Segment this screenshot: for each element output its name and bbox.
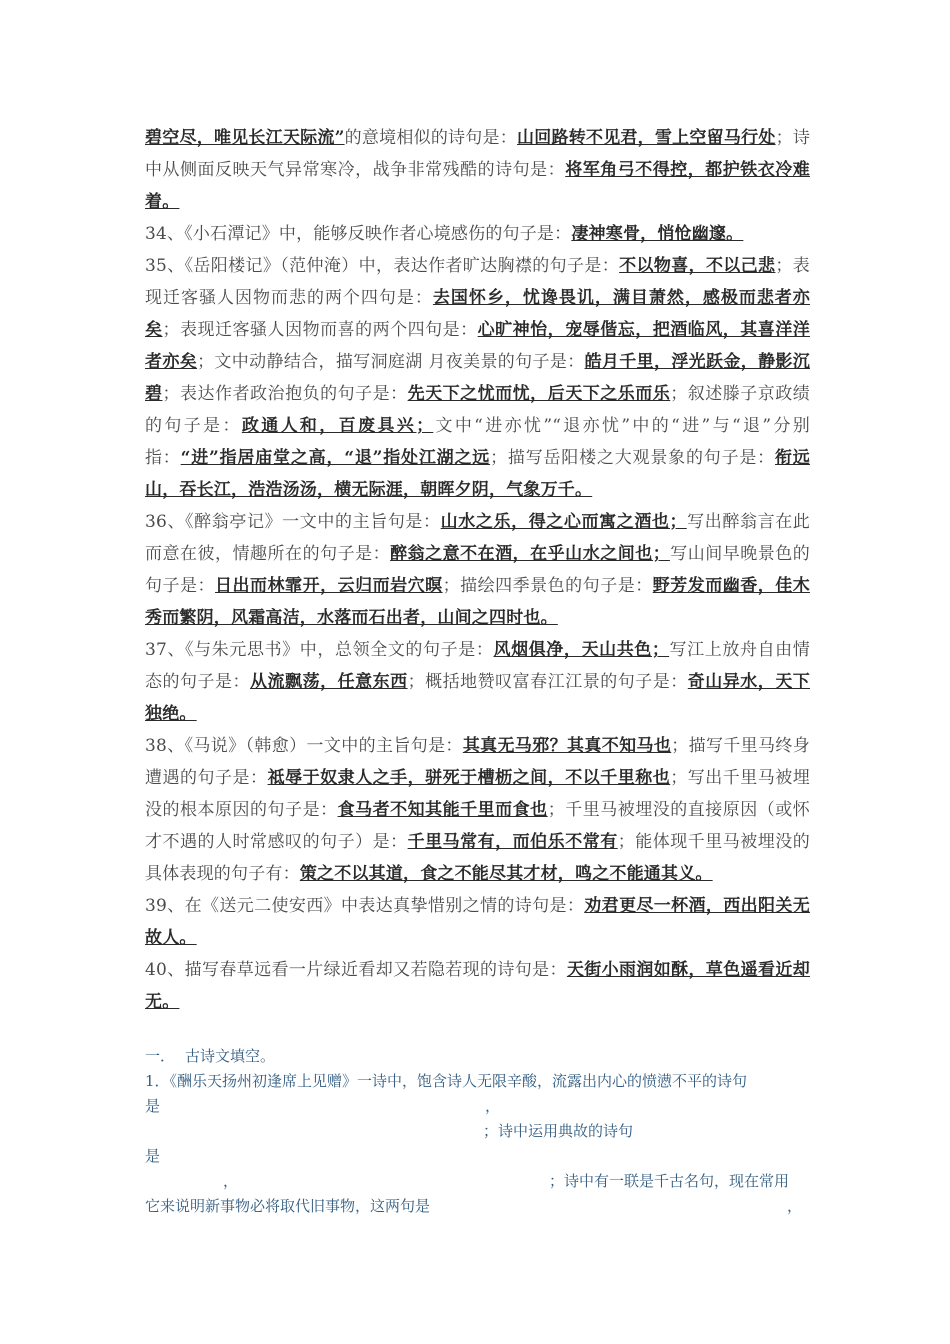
question-1-text: 是 xyxy=(145,1097,161,1115)
answer: 祗辱于奴隶人之手，骈死于槽枥之间，不以千里称也 xyxy=(267,768,671,788)
answer: 凄神寒骨，悄怆幽邃。 xyxy=(571,224,744,244)
question-text: 38、《马说》（韩愈）一文中的主旨句是： xyxy=(145,736,463,756)
answer: 衔远山，吞长江，浩浩汤汤，横无际涯，朝晖夕阴，气象万千。 xyxy=(145,448,811,500)
question-text: ；千里马被埋没的直接原因（或怀才不遇的人时常感叹的句子）是： xyxy=(145,800,810,852)
answer: 先天下之忧而忧，后天下之乐而乐 xyxy=(407,384,671,404)
question-1-blank-line xyxy=(145,1119,810,1144)
question-text: 写江上放舟自由情态的句子是： xyxy=(145,640,810,692)
answer: 醉翁之意不在酒，在乎山水之间也； xyxy=(390,544,670,564)
answer: 千里马常有，而伯乐不常有 xyxy=(407,832,618,852)
question-39 xyxy=(145,890,810,954)
question-text: ；文中动静结合，描写洞庭湖 月夜美景的句子是： xyxy=(197,352,585,372)
question-text: ；描绘四季景色的句子是： xyxy=(442,576,653,596)
answer: 策之不以其道，食之不能尽其才材，鸣之不能通其义。 xyxy=(299,864,713,884)
question-1-blank-line xyxy=(145,1169,810,1194)
question-1-line: 1．《酬乐天扬州初逢席上见赠》一诗中，饱含诗人无限辛酸，流露出内心的愤懑不平的诗句 xyxy=(145,1072,748,1090)
answer: “进”指居庙堂之高，“退”指处江湖之远 xyxy=(180,448,491,468)
question-text: ；能体现千里马被埋没的具体表现的句子有： xyxy=(145,832,810,884)
question-text: ；描写岳阳楼之大观景象的句子是： xyxy=(490,448,775,468)
question-text: ；描写千里马终身遭遇的句子是： xyxy=(145,736,810,788)
section-number: 一． xyxy=(145,1047,176,1065)
question-37 xyxy=(145,634,810,730)
blank-separator: ， xyxy=(223,1172,239,1190)
answer: 去国怀乡，忧谗畏讥，满目萧然，感极而悲者亦矣 xyxy=(145,288,811,340)
blank-separator: ， xyxy=(485,1097,501,1115)
question-1-text: 它来说明新事物必将取代旧事物，这两句是 xyxy=(145,1197,431,1215)
fill-in-section xyxy=(145,1044,810,1219)
question-text: ；表现迁客骚人因物而喜的两个四句是： xyxy=(162,320,478,340)
answer: 野芳发而幽香，佳木秀而繁阴，风霜高洁，水落而石出者，山间之四时也。 xyxy=(145,576,810,628)
section-heading xyxy=(145,1044,810,1069)
answer: 天街小雨润如酥，草色遥看近却无。 xyxy=(145,960,810,1012)
blank-separator: ， xyxy=(787,1197,803,1215)
document-page xyxy=(145,122,810,1219)
answer: 心旷神怡，宠辱偕忘，把酒临风，其喜洋洋者亦矣 xyxy=(145,320,810,372)
question-40 xyxy=(145,954,810,1018)
question-text: 40、描写春草远看一片绿近看却又若隐若现的诗句是： xyxy=(145,960,567,980)
question-text: ；表达作者政治抱负的句子是： xyxy=(162,384,408,404)
question-1-text: ；诗中运用典故的诗句 xyxy=(483,1122,634,1140)
question-text: 写出醉翁言在此而意在彼，情趣所在的句子是： xyxy=(145,512,810,564)
answer: 奇山异水，天下独绝。 xyxy=(145,672,810,724)
question-text: ；写出千里马被埋没的根本原因的句子是： xyxy=(145,768,810,820)
question-text: 文中“进亦忧”“退亦忧”中的“进”与“退”分别指： xyxy=(145,416,811,468)
question-text: 37、《与朱元思书》中，总领全文的句子是： xyxy=(145,640,494,660)
answer: 山回路转不见君，雪上空留马行处 xyxy=(517,128,776,148)
question-1-blank-line xyxy=(145,1094,810,1119)
question-35 xyxy=(145,250,810,506)
question-text: 35、《岳阳楼记》（范仲淹）中，表达作者旷达胸襟的句子是： xyxy=(145,256,620,276)
question-text: 写山间早晚景色的句子是： xyxy=(145,544,810,596)
question-34 xyxy=(145,218,810,250)
question-text: ；表现迁客骚人因物而悲的两个四句是： xyxy=(145,256,810,308)
answer: 山水之乐，得之心而寓之酒也； xyxy=(440,512,687,532)
answer: 皓月千里，浮光跃金，静影沉碧 xyxy=(145,352,810,404)
answer: 将军角弓不得控，都护铁衣冷难着。 xyxy=(145,160,810,212)
question-1-blank-line xyxy=(145,1194,810,1219)
question-text: ；概括地赞叹富春江江景的句子是： xyxy=(407,672,688,692)
question-text: 的意境相似的诗句是： xyxy=(344,128,518,148)
answer: 政通人和，百废具兴； xyxy=(241,416,434,436)
question-text: 39、在《送元二使安西》中表达真挚惜别之情的诗句是： xyxy=(145,896,585,916)
question-36 xyxy=(145,506,810,634)
answer: 不以物喜，不以己悲 xyxy=(619,256,776,276)
question-1-blank-line xyxy=(145,1144,810,1169)
question-1-text: ；诗中有一联是千古名句，现在常用 xyxy=(549,1172,790,1190)
question-text: 36、《醉翁亭记》一文中的主旨句是： xyxy=(145,512,441,532)
answer: 其真无马邪？其真不知马也 xyxy=(462,736,672,756)
question-text: 34、《小石潭记》中，能够反映作者心境感伤的句子是： xyxy=(145,224,572,244)
answer: 食马者不知其能千里而食也 xyxy=(337,800,548,820)
answer: 劝君更尽一杯酒，西出阳关无故人。 xyxy=(145,896,810,948)
section-title: 古诗文填空。 xyxy=(185,1047,276,1065)
answer: 风烟俱净，天山共色； xyxy=(493,640,670,660)
question-1-text: 是 xyxy=(145,1147,161,1165)
question-text: ；叙述滕子京政绩的句子是： xyxy=(145,384,811,436)
answer: 日出而林霏开，云归而岩穴暝 xyxy=(215,576,443,596)
answer: 碧空尽，唯见长江天际流” xyxy=(145,128,345,148)
answer: 从流飘荡，任意东西 xyxy=(250,672,408,692)
question-38 xyxy=(145,730,810,890)
continuation-paragraph xyxy=(145,122,810,218)
question-text: ；诗中从侧面反映天气异常寒冷，战争非常残酷的诗句是： xyxy=(145,128,811,180)
